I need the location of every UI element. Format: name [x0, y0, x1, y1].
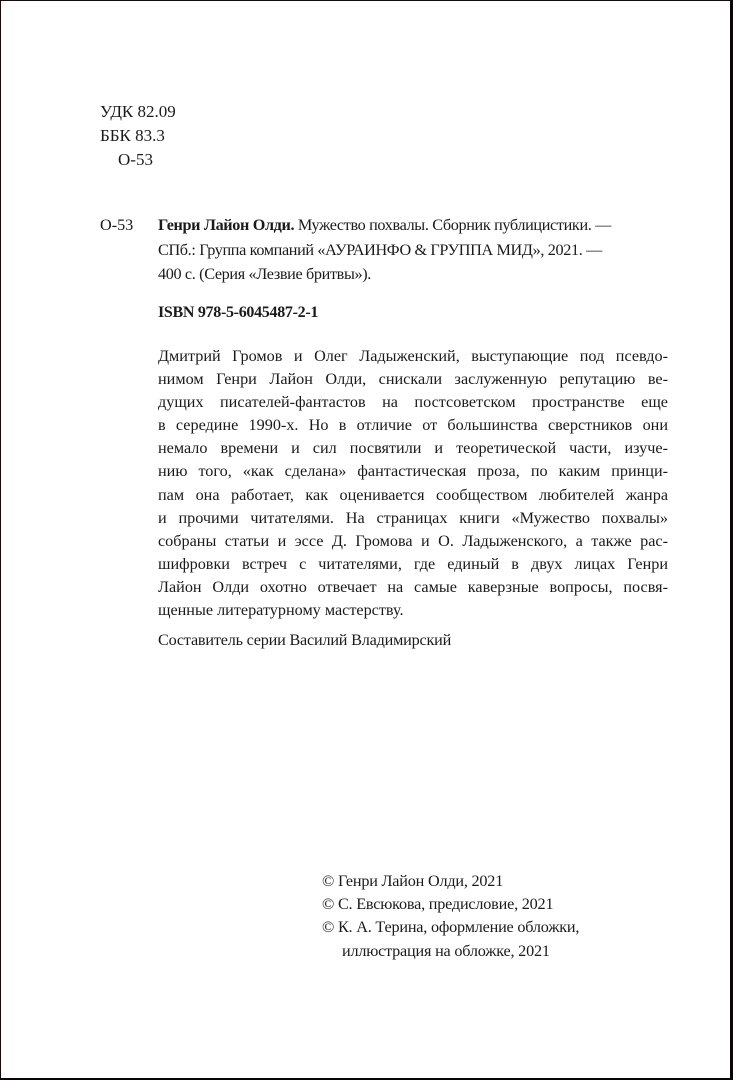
annotation-line: нию того, «как сделана» фантастическая проза, по каким принци-: [158, 462, 668, 481]
annotation-line: шифровки встреч с читателями, где единый в двух лицах Генри: [158, 554, 668, 573]
annotation-line: пам она работает, как оценивается сообществом любителей жанра: [158, 485, 668, 504]
annotation-line: и прочими читателями. На страницах книги «Мужество похвалы»: [158, 508, 668, 527]
entry-line-3: 400 с. (Серия «Лезвие бритвы»).: [158, 265, 371, 283]
annotation-line: немало времени и сил посвятили и теоретической части, изуче-: [158, 439, 668, 458]
annotation: [158, 345, 668, 622]
annotation-line: Лайон Олди охотно отвечает на самые каверзные вопросы, посвя-: [158, 577, 668, 596]
author-mark: О-53: [118, 150, 153, 169]
entry-author: Генри Лайон Олди.: [158, 216, 295, 234]
series-compiler: Составитель серии Василий Владимирский: [158, 631, 452, 649]
classification-block: [100, 100, 176, 172]
copyright-line: © Генри Лайон Олди, 2021: [322, 872, 504, 890]
entry-line-2: СПб.: Группа компаний «АУРАИНФО & ГРУППА МИД», 2021. —: [158, 240, 602, 259]
annotation-line: в середине 1990-х. Но в отличие от большинства сверстников они: [158, 416, 668, 435]
entry-line-1: [158, 213, 658, 238]
annotation-line: нимом Генри Лайон Олди, снискали заслуженную репутацию ве-: [158, 370, 668, 389]
copyright-line-continuation: иллюстрация на обложке, 2021: [342, 941, 550, 960]
copyright-line: © К. А. Терина, оформление обложки,: [322, 918, 580, 937]
annotation-line: собраны статьи и эссе Д. Громова и О. Ладыженского, а также рас-: [158, 531, 668, 550]
annotation-line: дущих писателей-фантастов на постсоветском пространстве еще: [158, 393, 668, 412]
copyright-line: © С. Евсюкова, предисловие, 2021: [322, 895, 554, 914]
copyright-block: [322, 870, 579, 963]
entry-author-mark: О-53: [100, 216, 134, 234]
annotation-line: Дмитрий Громов и Олег Ладыженский, выступающие под псевдо-: [158, 347, 668, 365]
bbk-code: ББК 83.3: [100, 126, 165, 145]
isbn: ISBN 978-5-6045487-2-1: [158, 304, 319, 321]
entry-description: [158, 213, 658, 287]
entry-title: Мужество похвалы. Сборник публицистики. —: [294, 216, 611, 234]
annotation-line: щенные литературному мастерству.: [158, 601, 404, 620]
udk-code: УДК 82.09: [100, 102, 176, 121]
